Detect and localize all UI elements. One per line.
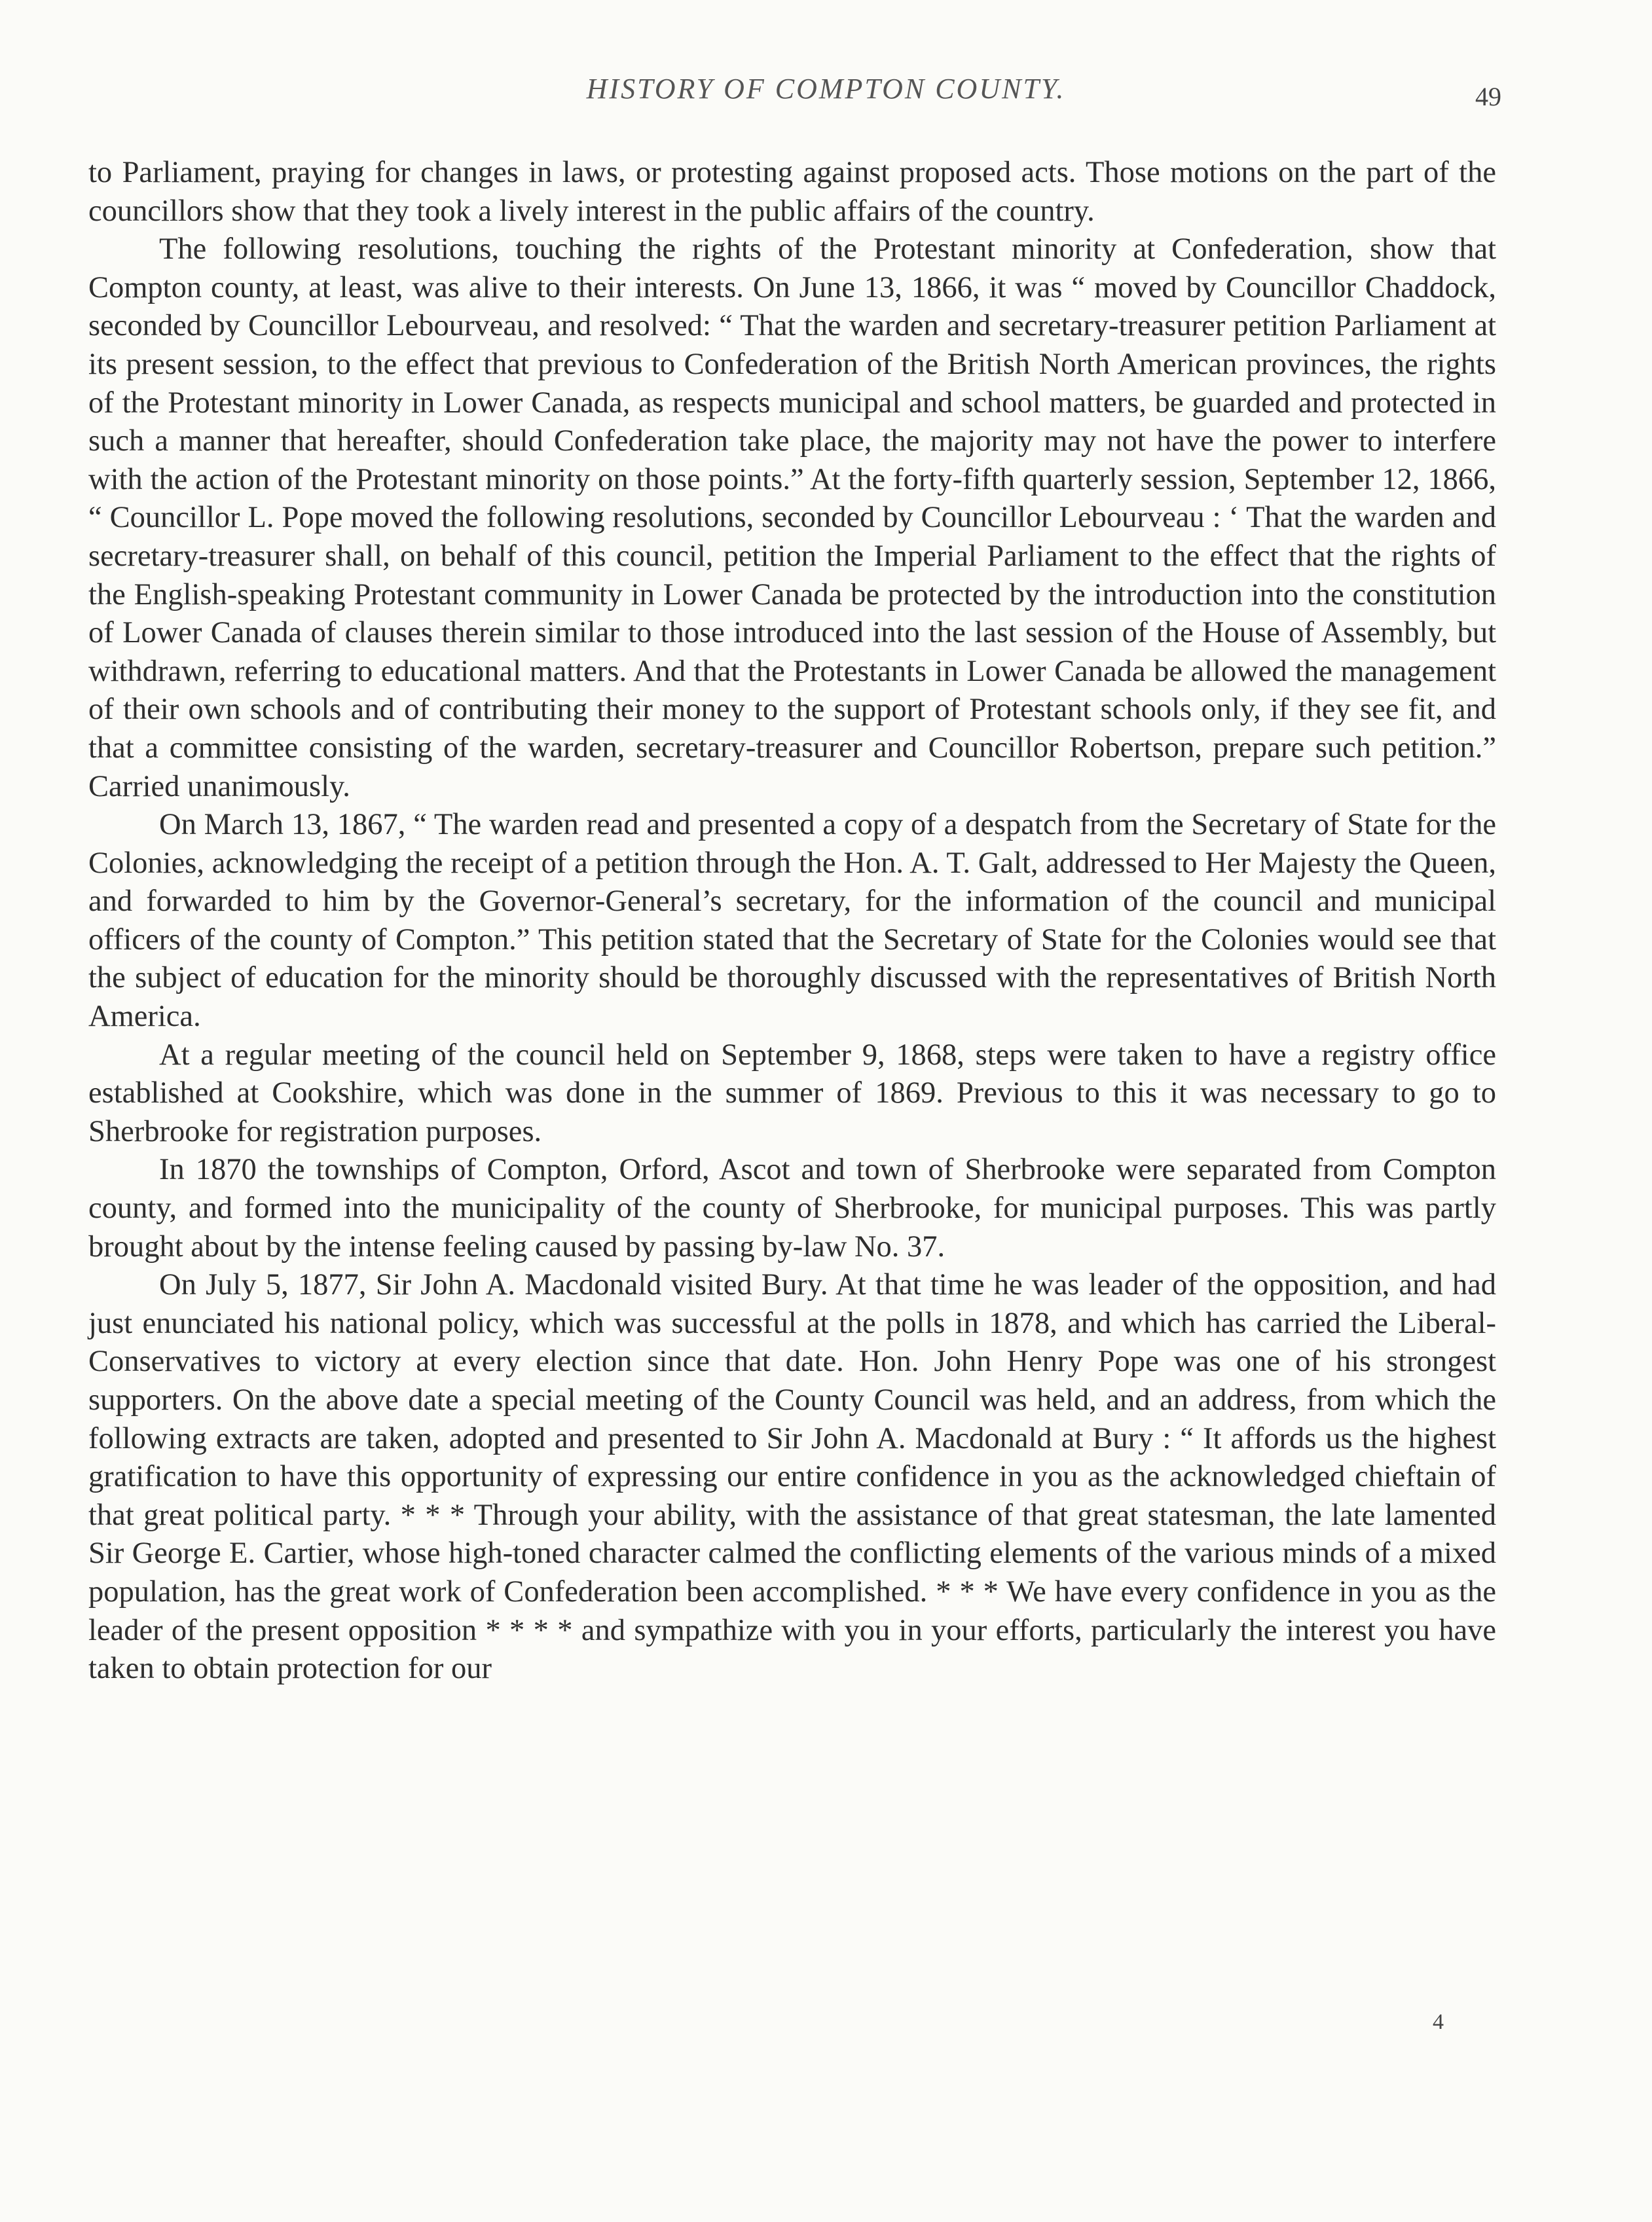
paragraph-resolutions: The following resolutions, touching the rights of the Protestant minority at Confederation, show that Compton county, at least, was alive to their interests. On June 13, 1866, it was “ moved by Councillor Chaddock, seconded by Councillor Lebourveau, and resolved: “ That the warden and secretary-treasurer petition Parliament at its present session, to the effect that previous to Confederation of the British North American provinces, the rights of the Protestant minority in Lower Canada, as respects municipal and school matters, be guarded and protected in such a manner that hereafter, should Confederation take place, the majority may not have the power to interfere with the action of the Protestant minority on those points.” At the forty-fifth quarterly session, September 12, 1866, “ Councillor L. Pope moved the following resolutions, seconded by Councillor Lebourveau : ‘ That the warden and secretary-treasurer shall, on behalf of this council, petition the Imperial Parliament to the effect that the rights of the English-speaking Protestant community in Lower Canada be protected by the introduction into the constitution of Lower Canada of clauses therein similar to those introduced into the last session of the House of Assembly, but withdrawn, referring to educational matters. And that the Protestants in Lower Canada be allowed the management of their own schools and of contributing their money to the support of Protestant schools only, if they see fit, and that a committee consisting of the warden, secretary-treasurer and Councillor Robertson, prepare such petition.” Carried unanimously. <box>88 232 1496 803</box>
signature-mark: 4 <box>1433 2010 1444 2034</box>
running-head <box>0 72 1652 111</box>
page-number: 49 <box>1475 82 1501 111</box>
paragraph-continuation: to Parliament, praying for changes in laws, or protesting against proposed acts. Those motions on the part of the councillors show that they took a lively interest in the public affairs of the country. <box>88 156 1496 228</box>
paragraph-macdonald-visit: On July 5, 1877, Sir John A. Macdonald visited Bury. At that time he was leader of the opposition, and had just enunciated his national policy, which was successful at the polls in 1878, and which has carried the Liberal-Conservatives to victory at every election since that date. Hon. John Henry Pope was one of his strongest supporters. On the above date a special meeting of the County Council was held, and an address, from which the following extracts are taken, adopted and presented to Sir John A. Macdonald at Bury : “ It affords us the highest gratification to have this opportunity of expressing our entire confidence in you as the acknowledged chieftain of that great political party. * * * Through your ability, with the assistance of that great statesman, the late lamented Sir George E. Cartier, whose high-toned character calmed the conflicting elements of the various minds of a mixed population, has the great work of Confederation been accomplished. * * * We have every confidence in you as the leader of the present opposition * * * * and sympathize with you in your efforts, particularly the interest you have taken to obtain protection for our <box>88 1268 1496 1686</box>
text-body <box>88 154 1496 1688</box>
running-title: HISTORY OF COMPTON COUNTY. <box>586 73 1066 105</box>
paragraph-despatch: On March 13, 1867, “ The warden read and presented a copy of a despatch from the Secretary of State for the Colonies, acknowledging the receipt of a petition through the Hon. A. T. Galt, addressed to Her Majesty the Queen, and forwarded to him by the Governor-General’s secretary, for the information of the council and municipal officers of the county of Compton.” This petition stated that the Secretary of State for the Colonies would see that the subject of education for the minority should be thoroughly discussed with the representatives of British North America. <box>88 808 1496 1034</box>
paragraph-registry-office: At a regular meeting of the council held on September 9, 1868, steps were taken to have a registry office established at Cookshire, which was done in the summer of 1869. Previous to this it was necessary to go to Sherbrooke for registration purposes. <box>88 1038 1496 1148</box>
paragraph-sherbrooke-separation: In 1870 the townships of Compton, Orford, Ascot and town of Sherbrooke were separated from Compton county, and formed into the municipality of the county of Sherbrooke, for municipal purposes. This was partly brought about by the intense feeling caused by passing by-law No. 37. <box>88 1153 1496 1264</box>
